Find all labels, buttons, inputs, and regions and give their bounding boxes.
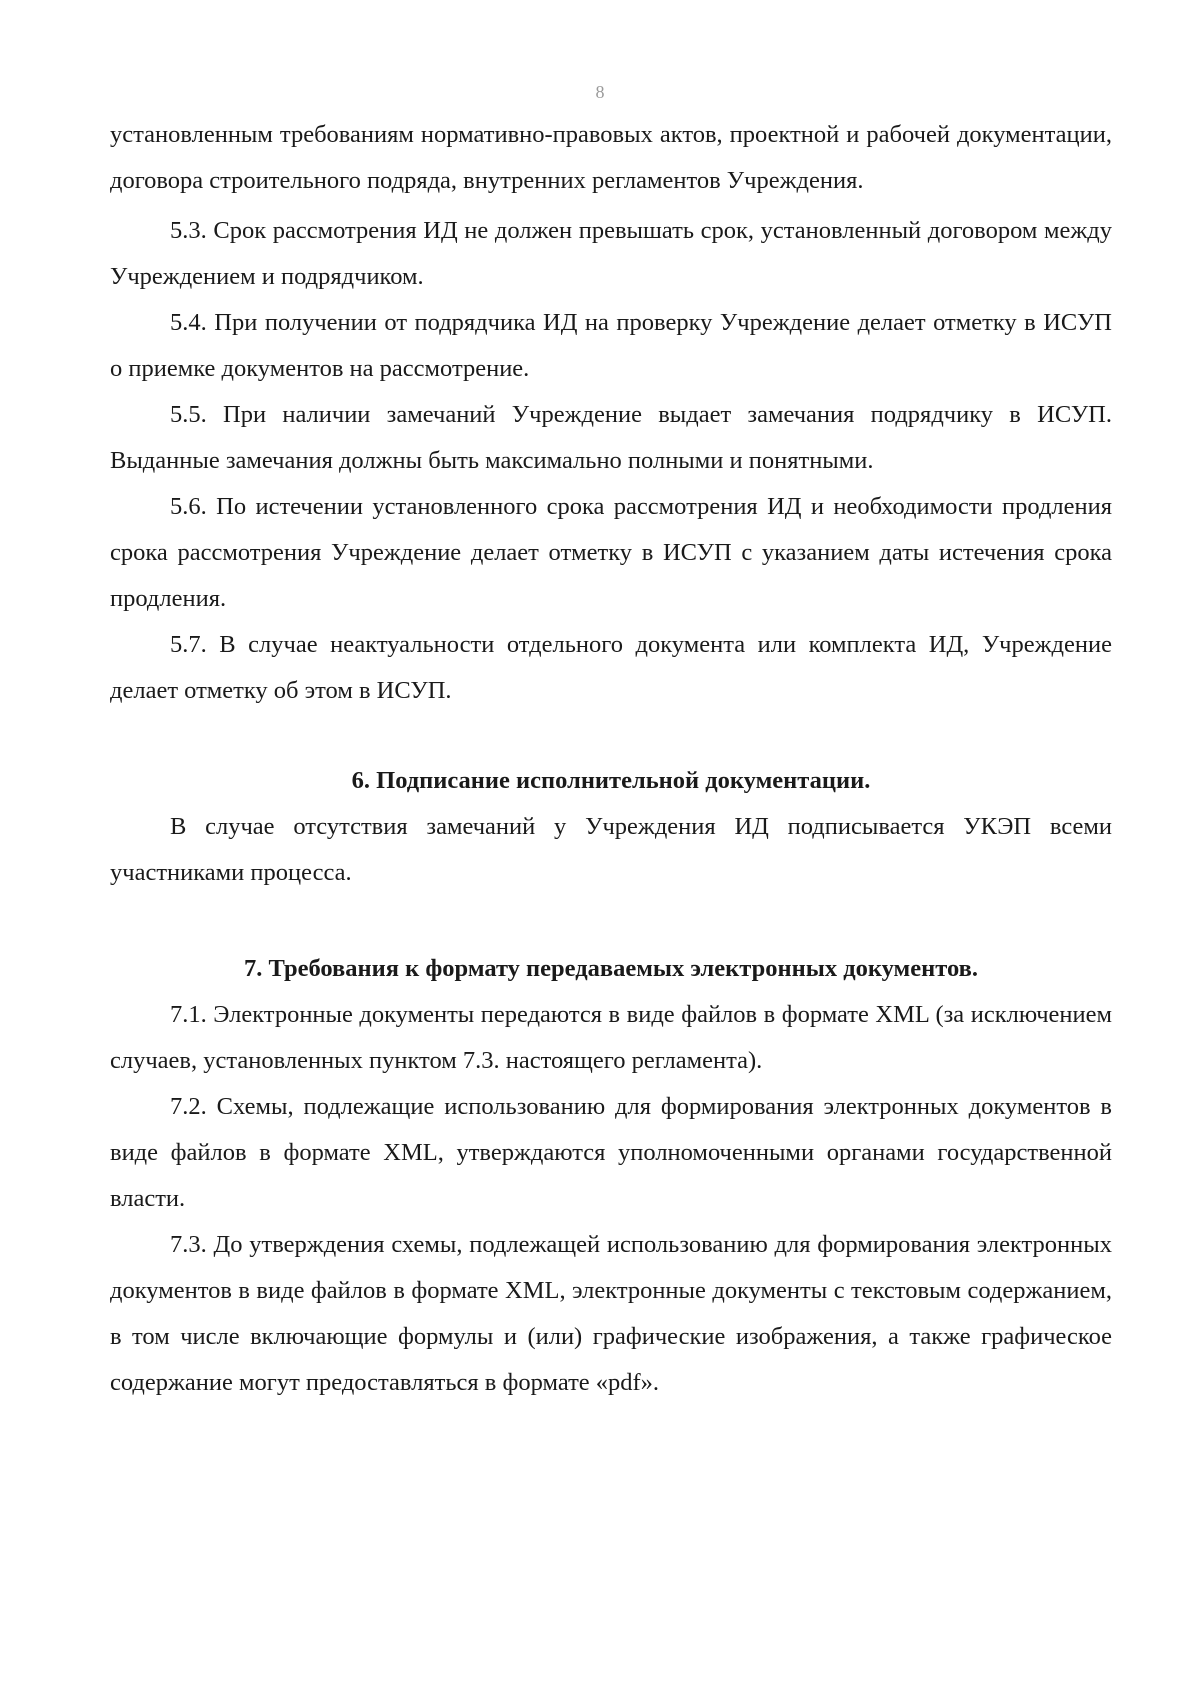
- paragraph-5-4: 5.4. При получении от подрядчика ИД на проверку Учреждение делает отметку в ИСУП о приемке документов на рассмотрение.: [110, 309, 1112, 382]
- section-6-text: В случае отсутствия замечаний у Учреждения ИД подписывается УКЭП всеми участниками процесса.: [110, 813, 1112, 886]
- paragraph-7-2: 7.2. Схемы, подлежащие использованию для формирования электронных документов в виде файлов в формате XML, утверждаются уполномоченными органами государственной власти.: [110, 1093, 1112, 1212]
- page-number: 8: [595, 82, 605, 102]
- section-6-heading: 6. Подписание исполнительной документации.: [351, 767, 871, 794]
- paragraph-5-7: 5.7. В случае неактуальности отдельного документа или комплекта ИД, Учреждение делает отметку об этом в ИСУП.: [110, 631, 1112, 704]
- paragraph-7-1: 7.1. Электронные документы передаются в виде файлов в формате XML (за исключением случаев, установленных пунктом 7.3. настоящего регламента).: [110, 1001, 1112, 1074]
- paragraph-5-3: 5.3. Срок рассмотрения ИД не должен превышать срок, установленный договором между Учреждением и подрядчиком.: [110, 217, 1112, 290]
- paragraph-5-5: 5.5. При наличии замечаний Учреждение выдает замечания подрядчику в ИСУП. Выданные замечания должны быть максимально полными и понятными.: [110, 401, 1112, 474]
- section-7-heading: 7. Требования к формату передаваемых электронных документов.: [244, 955, 978, 982]
- document-body: [110, 112, 1112, 1406]
- paragraph-7-3: 7.3. До утверждения схемы, подлежащей использованию для формирования электронных документов в виде файлов в формате XML, электронные документы с текстовым содержанием, в том числе включающие формулы и (или) графические изображения, а также графическое содержание могут предоставляться в формате «pdf».: [110, 1231, 1112, 1396]
- paragraph-continuation: установленным требованиям нормативно-правовых актов, проектной и рабочей документации, договора строительного подряда, внутренних регламентов Учреждения.: [110, 121, 1112, 194]
- paragraph-5-6: 5.6. По истечении установленного срока рассмотрения ИД и необходимости продления срока рассмотрения Учреждение делает отметку в ИСУП с указанием даты истечения срока продления.: [110, 493, 1112, 612]
